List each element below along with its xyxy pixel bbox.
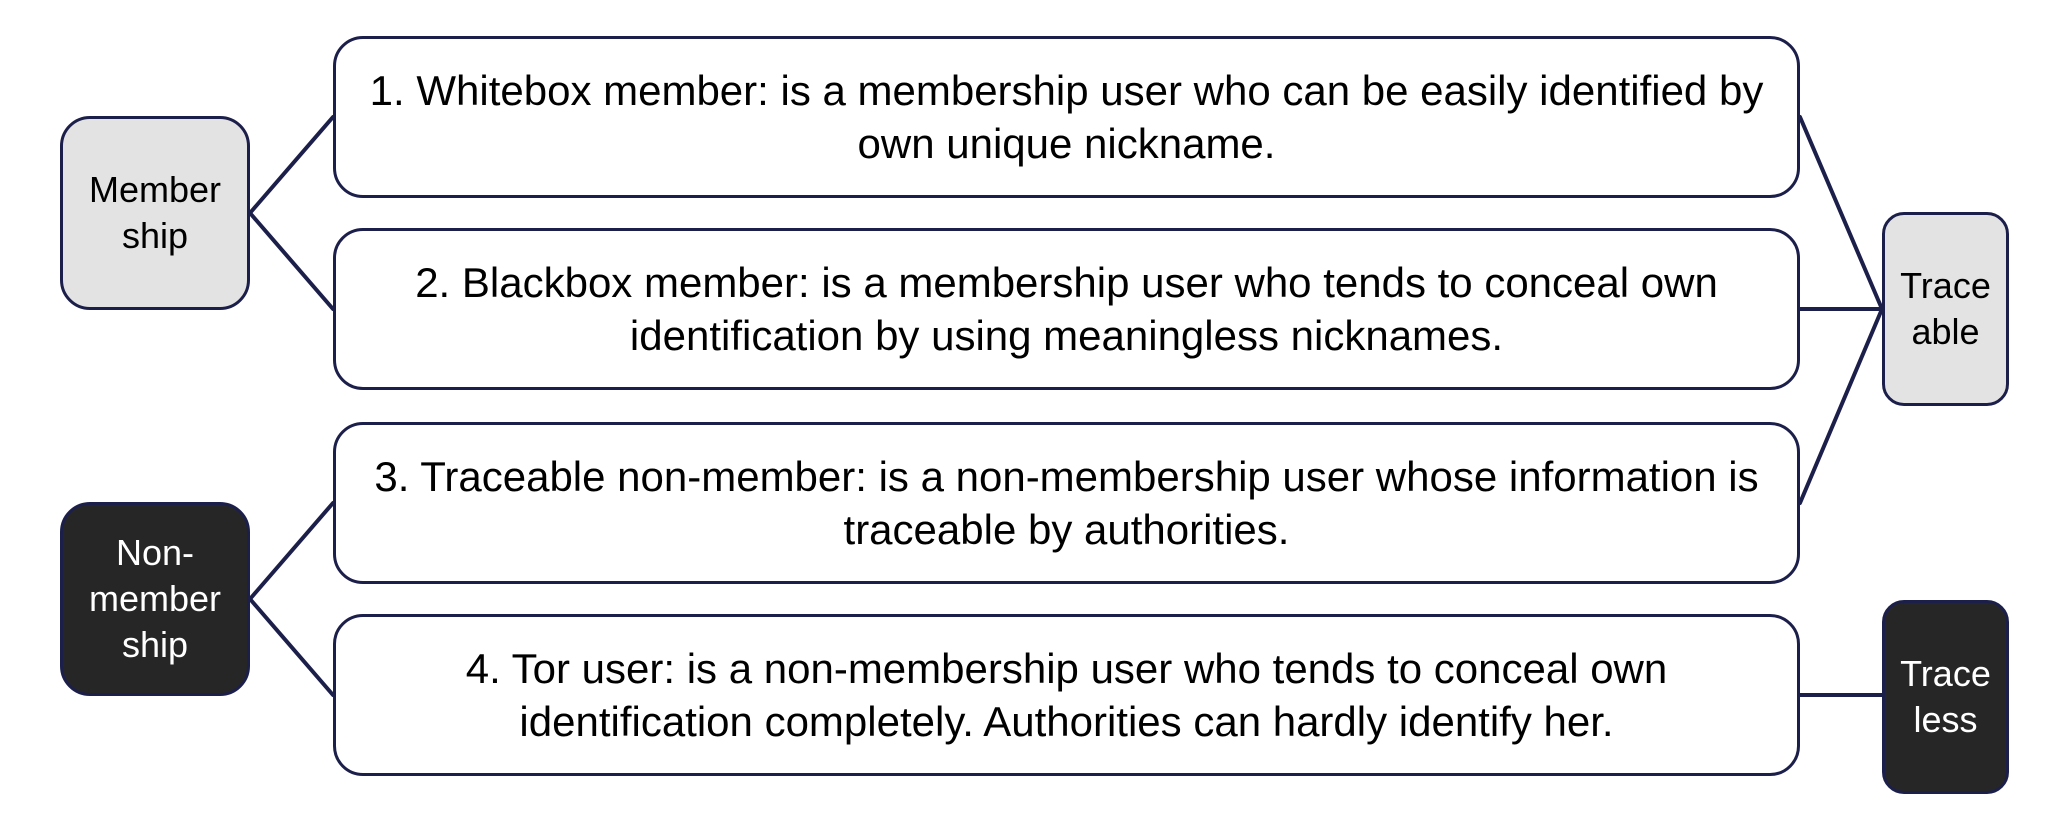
blackbox-member-box xyxy=(333,228,1800,390)
traceless-label: Trace less xyxy=(1900,653,1991,740)
whitebox-member-box xyxy=(333,36,1800,198)
whitebox-member-text: 1. Whitebox member: is a membership user who can be easily identified by own unique nickname. xyxy=(369,67,1764,167)
traceable-label: Trace able xyxy=(1900,265,1991,352)
connector-nonmembership-to-4 xyxy=(250,599,333,695)
traceable-non-member-text: 3. Traceable non-member: is a non-membership user whose information is traceable by authorities. xyxy=(374,453,1759,553)
non-membership-label: Non- member ship xyxy=(88,532,222,665)
traceless-category xyxy=(1882,600,2009,794)
traceable-category xyxy=(1882,212,2009,406)
blackbox-member-text: 2. Blackbox member: is a membership user who tends to conceal own identification by using meaningless nicknames. xyxy=(415,259,1718,359)
connector-1-to-traceable xyxy=(1800,117,1882,309)
connector-membership-to-2 xyxy=(250,213,333,309)
membership-category xyxy=(60,116,250,310)
tor-user-text: 4. Tor user: is a non-membership user who tends to conceal own identification completely. Authorities can hardly identify her. xyxy=(465,645,1668,745)
traceable-non-member-box xyxy=(333,422,1800,584)
connector-3-to-traceable xyxy=(1800,309,1882,503)
connector-nonmembership-to-3 xyxy=(250,503,333,599)
tor-user-box xyxy=(333,614,1800,776)
connector-membership-to-1 xyxy=(250,117,333,213)
non-membership-category xyxy=(60,502,250,696)
membership-label: Member ship xyxy=(88,169,222,256)
